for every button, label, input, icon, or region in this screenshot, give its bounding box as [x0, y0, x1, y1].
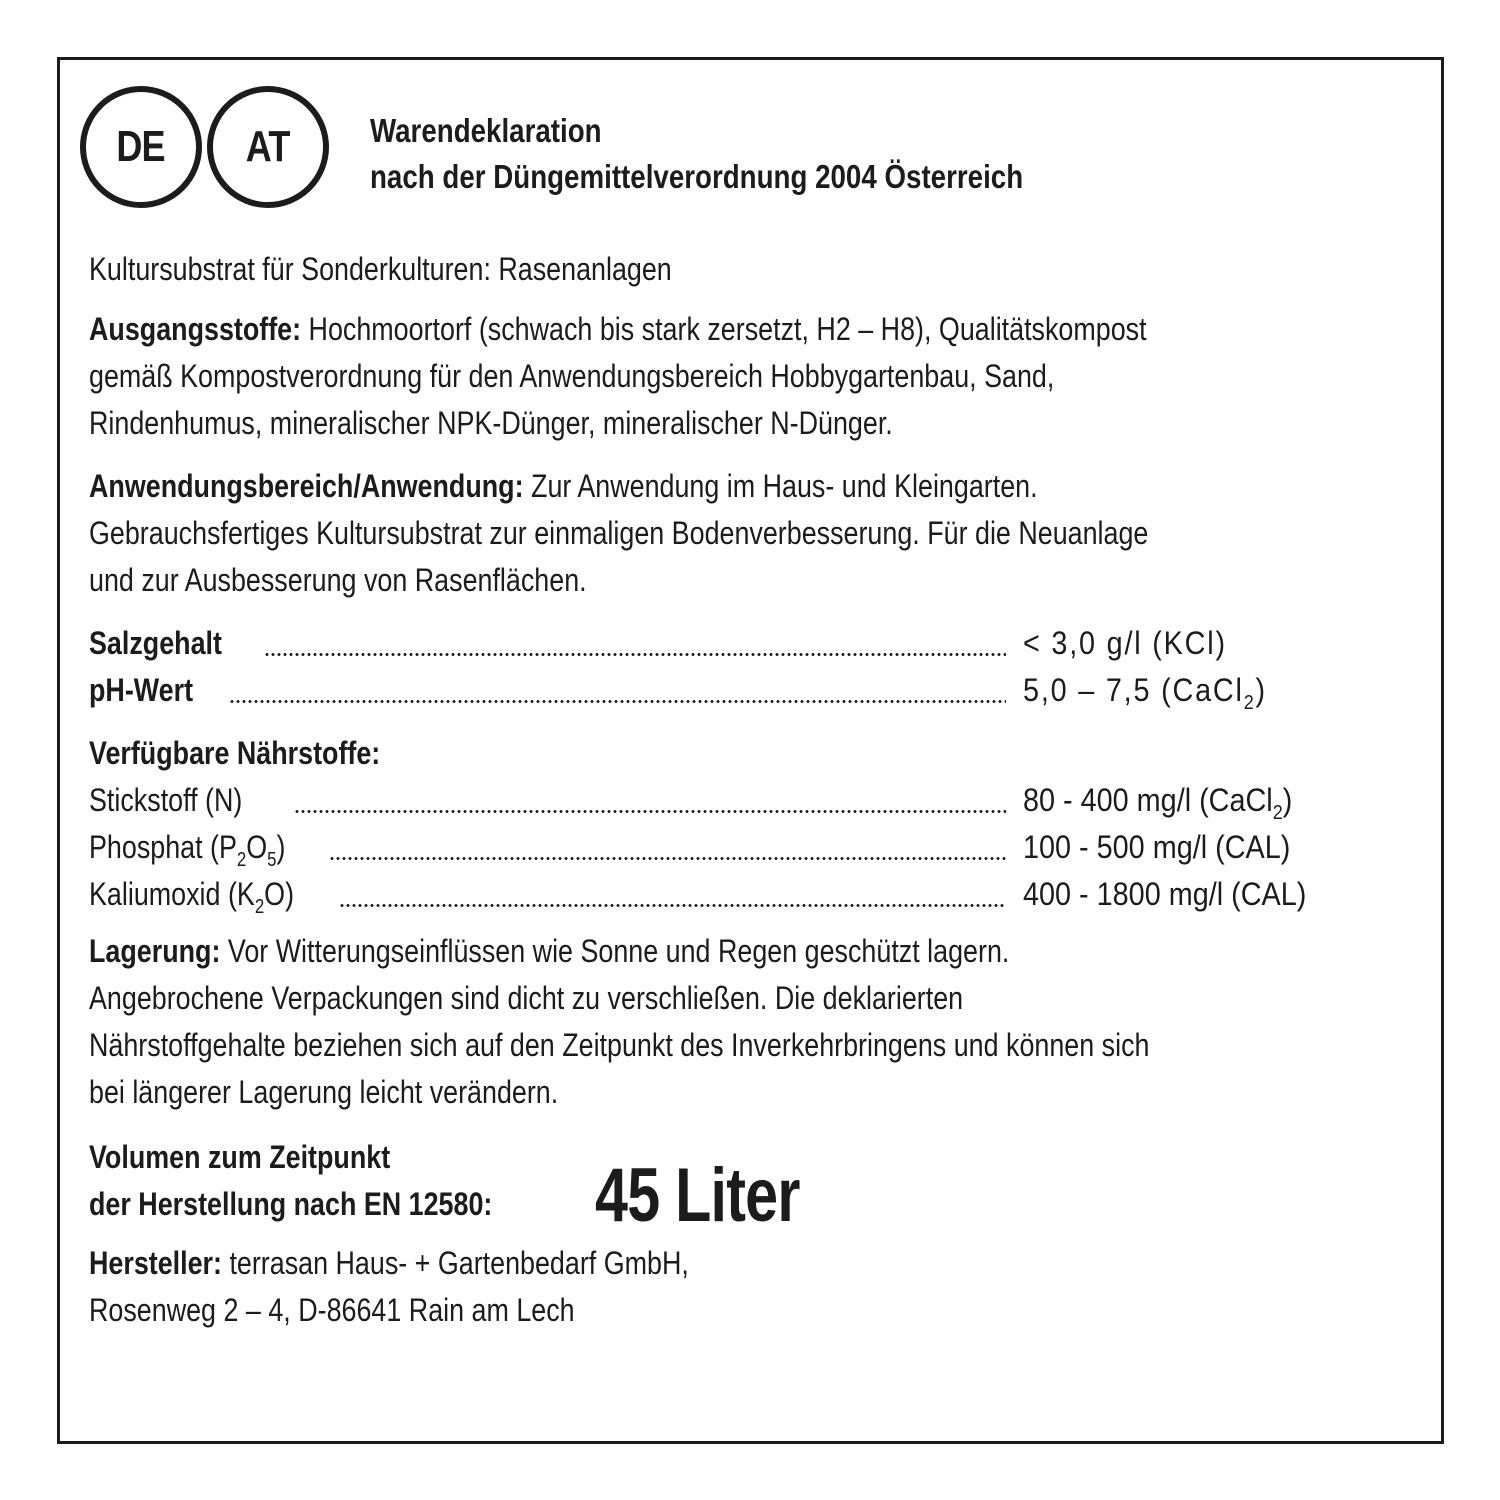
country-badge-de: [80, 86, 202, 208]
section-text: Angebrochene Verpackungen sind dicht zu verschließen. Die deklarierten: [89, 980, 964, 1016]
value-text: ): [1255, 672, 1267, 708]
volume-label-line: Volumen zum Zeitpunkt: [89, 1139, 391, 1175]
manufacturer-name: terrasan Haus- + Gartenbedarf GmbH,: [221, 1245, 689, 1281]
nutrient-value: 100 - 500 mg/l (CAL): [1023, 829, 1291, 865]
declaration-title: [370, 108, 1023, 200]
section-text: gemäß Kompostverordnung für den Anwendungsbereich Hobbygartenbau, Sand,: [89, 358, 1055, 394]
section-anwendung: [89, 463, 1449, 604]
property-row-salzgehalt: [89, 620, 1419, 667]
section-label: Ausgangsstoffe:: [89, 311, 302, 347]
label-subscript: 2: [254, 896, 265, 918]
section-text: Nährstoffgehalte beziehen sich auf den Zeitpunkt des Inverkehrbringens und können sich: [89, 1027, 1150, 1063]
section-text: Rindenhumus, mineralischer NPK-Dünger, mineralischer N-Dünger.: [89, 405, 893, 441]
nutrient-value: [1023, 777, 1292, 824]
property-label: pH-Wert: [89, 667, 198, 714]
label-subscript: 5: [267, 849, 277, 871]
label-text: Phosphat (P: [89, 829, 237, 865]
label-text: Kaliumoxid (K: [89, 876, 255, 912]
section-text: Vor Witterungseinflüssen wie Sonne und Regen geschützt lagern.: [220, 933, 1010, 969]
manufacturer-address: Rosenweg 2 – 4, D-86641 Rain am Lech: [89, 1292, 575, 1328]
section-text: Gebrauchsfertiges Kultursubstrat zur einmaligen Bodenverbesserung. Für die Neuanlage: [89, 515, 1149, 551]
section-label: Lagerung:: [89, 933, 221, 969]
title-line-2: nach der Düngemittelverordnung 2004 Österreich: [370, 158, 1024, 195]
property-value: [1023, 667, 1267, 714]
nutrient-label: [89, 871, 299, 918]
nutrient-row-kaliumoxid: [89, 871, 1419, 918]
product-type: Kultursubstrat für Sonderkulturen: Rasenanlagen: [89, 251, 672, 287]
value-text: 5,0 – 7,5 (CaCl: [1023, 672, 1244, 708]
section-text: Hochmoortorf (schwach bis stark zersetzt, H2 – H8), Qualitätskompost: [301, 311, 1147, 347]
section-text: bei längerer Lagerung leicht verändern.: [89, 1074, 559, 1110]
label-text: O): [264, 876, 295, 912]
section-text: Zur Anwendung im Haus- und Kleingarten.: [523, 468, 1038, 504]
value-subscript: 2: [1272, 802, 1283, 824]
nutrients-list: [89, 730, 1419, 918]
country-badge-at: [207, 86, 329, 208]
nutrient-value: 400 - 1800 mg/l (CAL): [1023, 876, 1307, 912]
nutrient-label: Stickstoff (N): [89, 777, 247, 824]
value-text: 80 - 400 mg/l (CaCl: [1023, 782, 1273, 818]
dotted-leader: [339, 904, 1006, 907]
property-value: < 3,0 g/l (KCl): [1023, 625, 1227, 661]
nutrients-heading: Verfügbare Nährstoffe:: [89, 735, 381, 771]
section-ausgangsstoffe: [89, 306, 1449, 447]
nutrient-row-stickstoff: [89, 777, 1419, 824]
section-lagerung: [89, 928, 1449, 1116]
section-label: Hersteller:: [89, 1245, 222, 1281]
label-text: ): [276, 829, 286, 865]
dotted-leader: [329, 857, 1006, 860]
section-hersteller: [89, 1240, 1449, 1334]
section-text: und zur Ausbesserung von Rasenflächen.: [89, 562, 587, 598]
dotted-leader: [264, 653, 1006, 656]
label-subscript: 2: [236, 849, 247, 871]
title-line-1: Warendeklaration: [370, 112, 602, 149]
volume-label-line: der Herstellung nach EN 12580:: [89, 1186, 493, 1222]
nutrient-row-phosphat: [89, 824, 1419, 871]
properties-list: [89, 620, 1419, 714]
label-text: O: [246, 829, 268, 865]
property-label: Salzgehalt: [89, 620, 227, 667]
nutrient-label: [89, 824, 291, 871]
badge-label: DE: [116, 122, 166, 171]
property-row-ph: [89, 667, 1419, 714]
section-volumen: [89, 1134, 989, 1238]
badge-label: AT: [246, 122, 290, 171]
section-label: Anwendungsbereich/Anwendung:: [89, 468, 524, 504]
dotted-leader: [294, 810, 1006, 813]
value-text: ): [1282, 782, 1293, 818]
dotted-leader: [229, 700, 1006, 703]
value-subscript: 2: [1243, 692, 1256, 714]
volume-value: 45 Liter: [595, 1153, 800, 1238]
